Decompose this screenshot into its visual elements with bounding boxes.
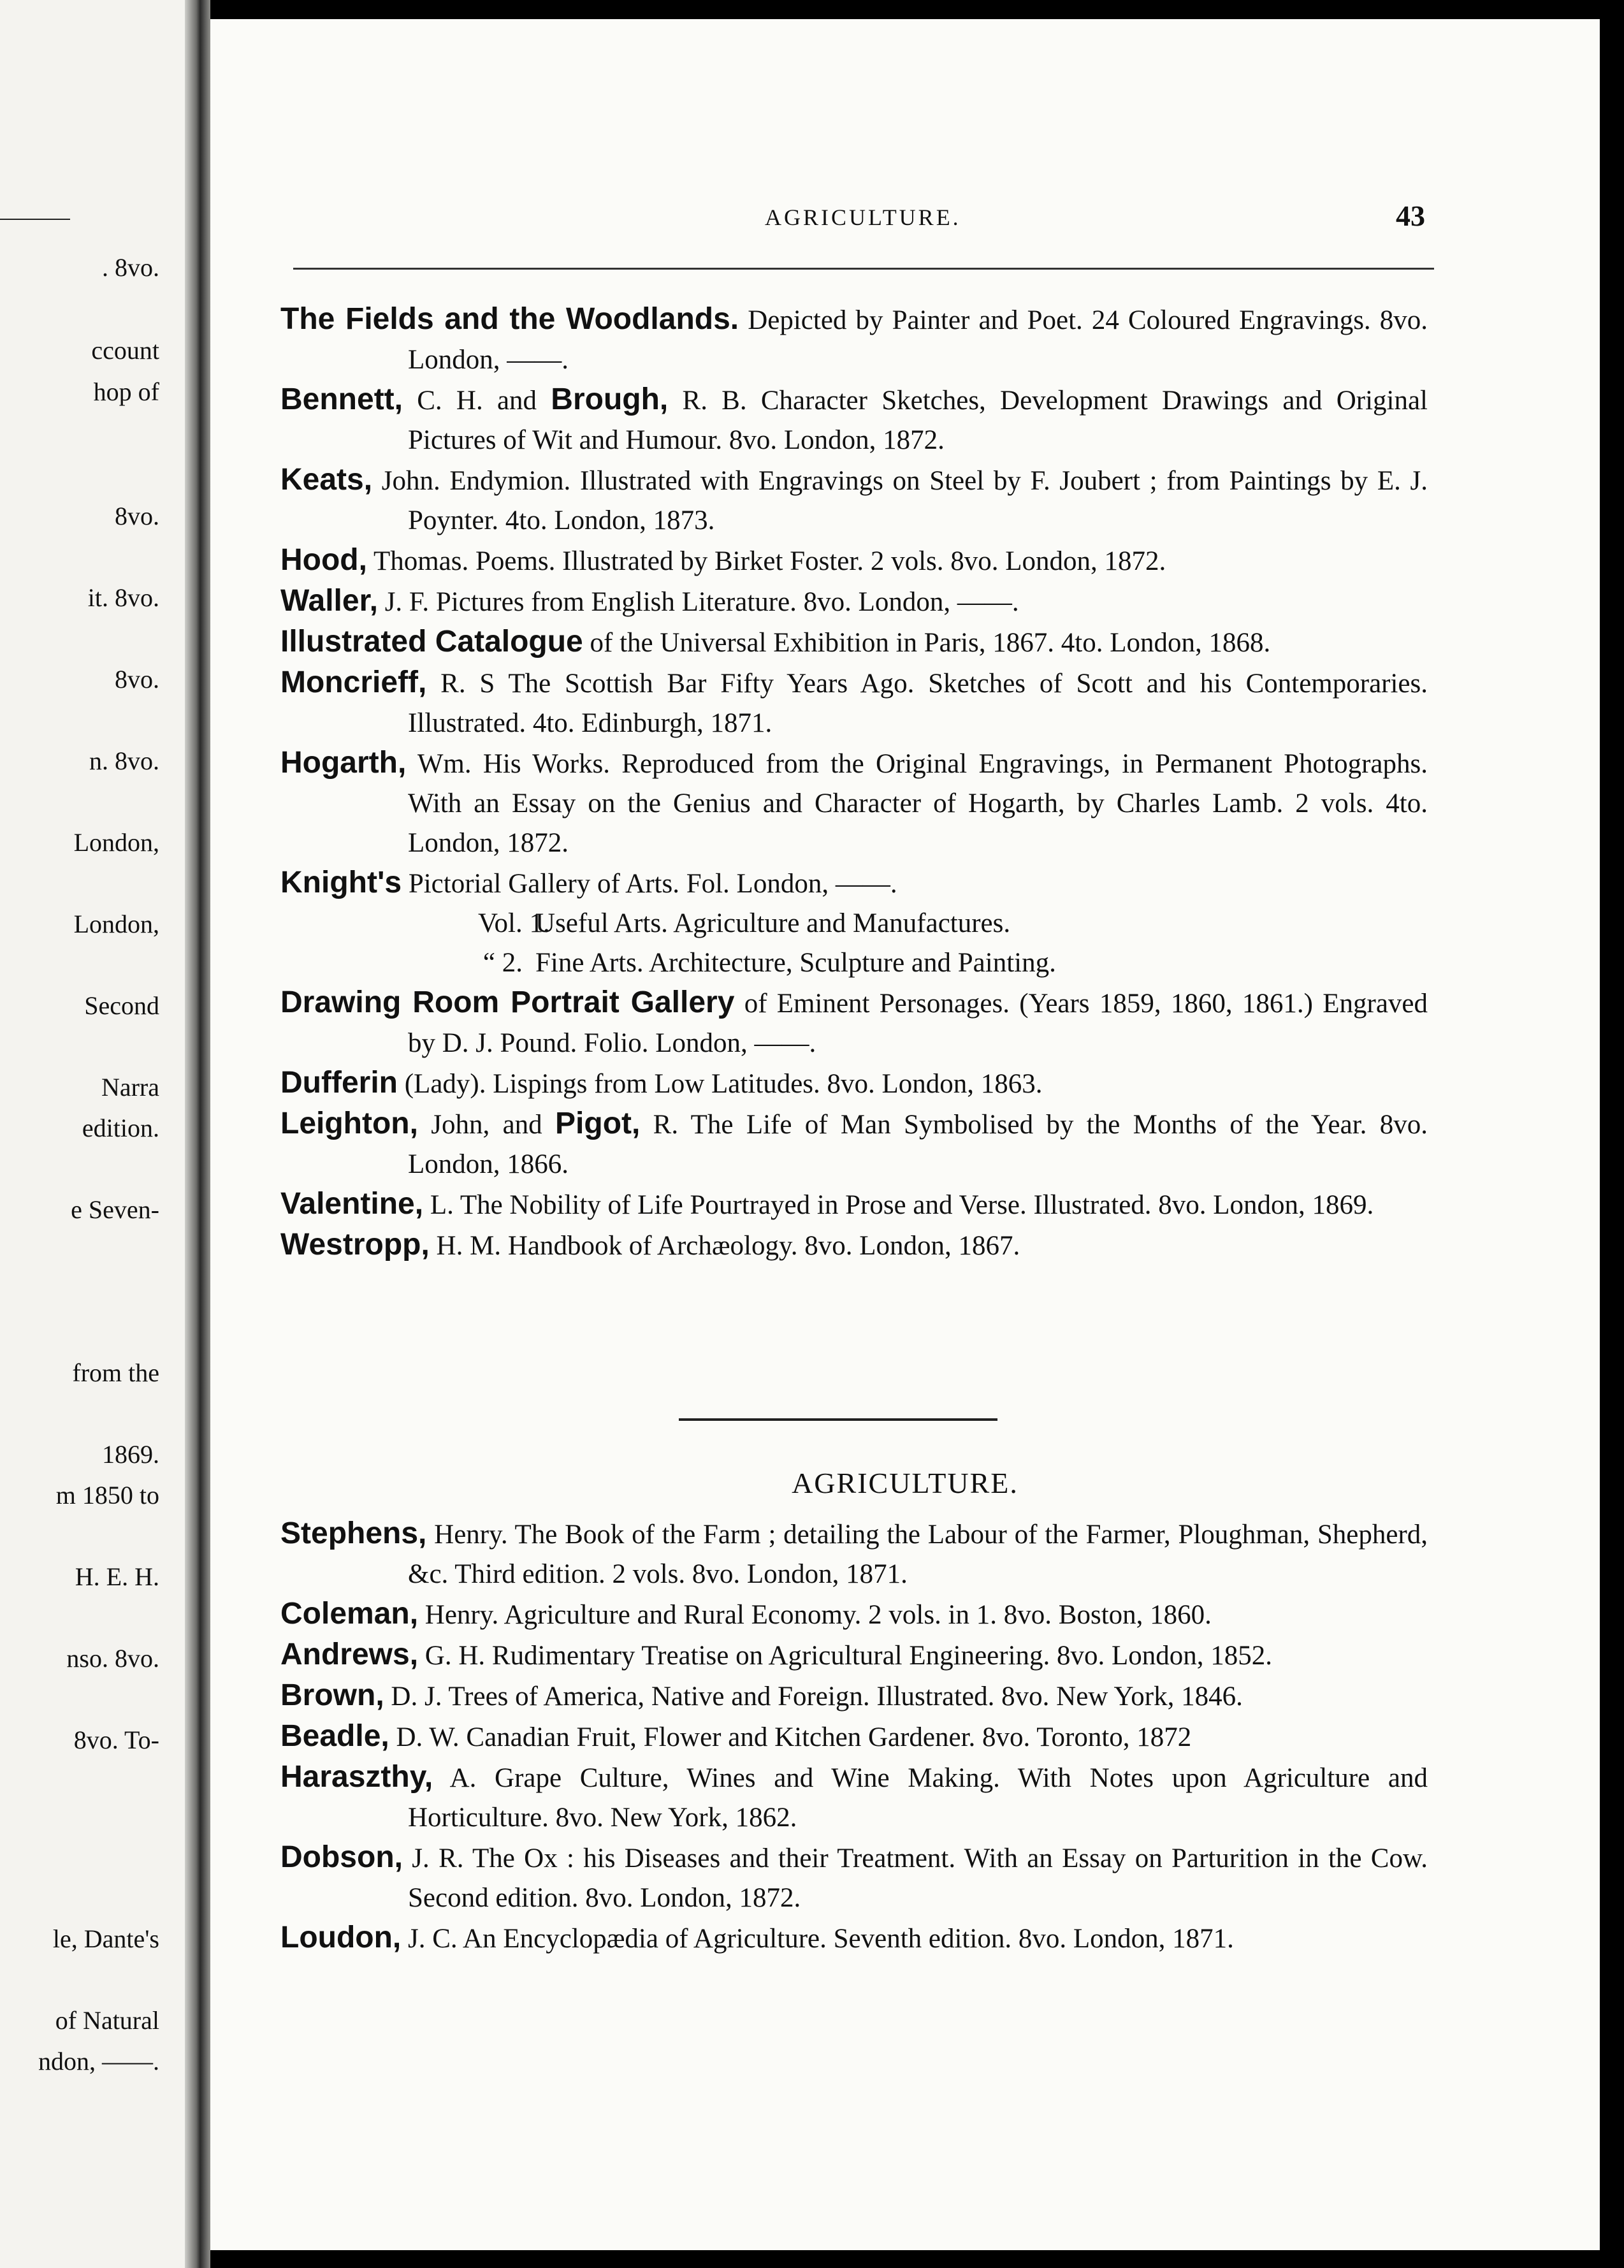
section-divider [679,1418,997,1421]
entries-list [280,300,1428,1266]
entry-author: Leighton, [280,1107,418,1140]
left-page-line: Narra [101,1073,159,1101]
left-page-line: ndon, ——. [38,2047,159,2075]
header-rule [293,268,1434,270]
left-page-line: 8vo. [115,502,159,530]
entry-author: Illustrated Catalogue [280,625,583,658]
entry-author: Brown, [280,1678,384,1712]
entry-text: D. J. Trees of America, Native and Foreign. Illustrated. 8vo. New York, 1846. [384,1682,1243,1712]
left-page-line: e Seven- [71,1195,159,1224]
book-gutter [185,0,210,2268]
entry-text: C. H. and [403,386,551,416]
entry-text: Henry. The Book of the Farm ; detailing the Labour of the Farmer, Ploughman, Shepherd, &c. Third edition. 2 vols. 8vo. London, 1871. [408,1520,1428,1589]
bibliography-entry [280,1514,1428,1594]
bibliography-entry [280,743,1428,863]
entry-text: R. The Life of Man Symbolised by the Months of the Year. 8vo. London, 1866. [408,1110,1428,1179]
entry-author: Dobson, [280,1840,403,1874]
left-page-rule [0,219,70,220]
bibliography-entry [280,1594,1428,1635]
entry-text: John. Endymion. Illustrated with Engravings on Steel by F. Joubert ; from Paintings by E. J. Poynter. 4to. London, 1873. [372,466,1428,535]
left-page-line: 1869. [102,1440,159,1469]
knight-volumes [280,904,1428,983]
left-page-fragment [0,0,185,2268]
left-page-line: 8vo. To- [73,1726,159,1754]
left-page-line: . 8vo. [102,253,159,282]
bibliography-entry [280,460,1428,541]
bibliography-entry [280,300,1428,380]
entry-text: J. F. Pictures from English Literature. 8vo. London, ——. [377,587,1019,617]
entry-text: of Eminent Personages. (Years 1859, 1860, 1861.) Engraved by D. J. Pound. Folio. London, ——. [408,989,1428,1058]
entry-author: Haraszthy, [280,1760,433,1794]
entry-author: Andrews, [280,1638,419,1671]
entry-text: (Lady). Lispings from Low Latitudes. 8vo. London, 1863. [397,1069,1043,1099]
entries-top [280,300,1428,904]
entry-author: Loudon, [280,1921,402,1954]
bibliography-entry [280,1104,1428,1184]
left-page-line: n. 8vo. [89,746,159,775]
left-page-line: it. 8vo. [87,583,159,612]
left-page-line: London, [73,910,159,938]
bibliography-entry [280,541,1428,581]
entry-author: Dufferin [280,1066,398,1100]
bibliography-entry [280,1918,1428,1959]
entry-author: Moncrieff, [280,665,427,699]
entry-author: Knight's [280,866,402,899]
entries-mid [280,983,1428,1266]
scan-edge [1600,0,1624,2268]
entry-author: Beadle, [280,1719,389,1753]
bibliography-entry [280,1838,1428,1918]
entry-text: Henry. Agriculture and Rural Economy. 2 vols. in 1. 8vo. Boston, 1860. [418,1600,1212,1630]
entry-author: Coleman, [280,1597,419,1631]
bibliography-entry [280,622,1428,663]
bibliography-entry [280,1225,1428,1266]
left-page-line: Second [84,991,159,1020]
entry-text: Pictorial Gallery of Arts. Fol. London, ——. [402,869,897,899]
entry-text: J. C. An Encyclopædia of Agriculture. Seventh edition. 8vo. London, 1871. [401,1924,1234,1954]
entry-author: Stephens, [280,1516,427,1550]
left-page-line: le, Dante's [52,1924,159,1953]
left-page-line: London, [73,828,159,857]
bibliography-entry [280,1717,1428,1757]
entry-text: Depicted by Painter and Poet. 24 Coloured Engravings. 8vo. London, ——. [408,305,1428,375]
agriculture-entries [280,1514,1428,1959]
left-page-line: edition. [82,1114,159,1142]
entries-agri [280,1514,1428,1959]
left-page-line: of Natural [55,2006,159,2035]
left-page-line: m 1850 to [55,1481,159,1509]
entry-text: A. Grape Culture, Wines and Wine Making. With Notes upon Agriculture and Horticulture. 8vo. New York, 1862. [408,1763,1428,1833]
entry-text: Wm. His Works. Reproduced from the Original Engravings, in Permanent Photographs. With an Essay on the Genius and Character of Hogarth, by Charles Lamb. 2 vols. 4to. London, 1872. [406,749,1428,858]
left-page-line: hop of [93,377,159,406]
entry-author: Hogarth, [280,746,407,780]
left-page-line: nso. 8vo. [66,1644,159,1673]
left-page-line: H. E. H. [75,1562,159,1591]
entry-author: Waller, [280,584,378,618]
volume-label: Vol. 1. [478,908,550,938]
bibliography-entry [280,1635,1428,1676]
entry-text: G. H. Rudimentary Treatise on Agricultural Engineering. 8vo. London, 1852. [418,1641,1273,1671]
entry-author: Hood, [280,543,367,577]
bibliography-entry [280,983,1428,1063]
entry-text: H. M. Handbook of Archæology. 8vo. London, 1867. [429,1231,1020,1261]
entry-text: R. S The Scottish Bar Fifty Years Ago. Sketches of Scott and his Contemporaries. Illustrated. 4to. Edinburgh, 1871. [408,669,1428,738]
entry-author: Valentine, [280,1187,424,1221]
bibliography-entry [280,1757,1428,1838]
entry-text: L. The Nobility of Life Pourtrayed in Prose and Verse. Illustrated. 8vo. London, 1869. [423,1190,1374,1220]
entry-text: John, and [417,1110,556,1140]
entry-author: Drawing Room Portrait Gallery [280,985,735,1019]
bibliography-entry [280,663,1428,743]
bibliography-entry [280,380,1428,460]
bibliography-entry [280,863,1428,904]
entry-author: Westropp, [280,1228,430,1261]
entry-author: The Fields and the Woodlands. [280,302,739,336]
volume-text: Useful Arts. Agriculture and Manufactures. [535,908,1011,938]
entry-text: J. R. The Ox : his Diseases and their Treatment. With an Essay on Parturition in the Cow. Second edition. 8vo. London, 1872. [402,1843,1428,1913]
volume-label: “ 2. [482,948,523,978]
entry-author: Bennett, [280,382,403,416]
volume-text: Fine Arts. Architecture, Sculpture and Painting. [535,948,1056,978]
running-title: AGRICULTURE. [765,205,961,230]
page-number: 43 [1396,200,1425,232]
entry-author: Pigot, [555,1107,641,1140]
entry-text: R. B. Character Sketches, Development Drawings and Original Pictures of Wit and Humour. 8vo. London, 1872. [408,386,1428,455]
volume-line [280,904,1428,943]
entry-author: Keats, [280,463,373,497]
entry-text: D. W. Canadian Fruit, Flower and Kitchen Gardener. 8vo. Toronto, 1872 [389,1722,1192,1752]
bibliography-entry [280,581,1428,622]
bibliography-entry [280,1063,1428,1104]
left-page-line: 8vo. [115,665,159,694]
section-heading: AGRICULTURE. [792,1467,1019,1499]
left-page-line: from the [72,1358,159,1387]
bibliography-entry [280,1676,1428,1717]
entry-text: Thomas. Poems. Illustrated by Birket Foster. 2 vols. 8vo. London, 1872. [366,546,1166,576]
bibliography-entry [280,1184,1428,1225]
entry-author: Brough, [551,382,669,416]
left-page-line: ccount [91,336,159,365]
volume-line [280,943,1428,983]
entry-text: of the Universal Exhibition in Paris, 1867. 4to. London, 1868. [583,628,1271,658]
right-page [210,19,1600,2250]
